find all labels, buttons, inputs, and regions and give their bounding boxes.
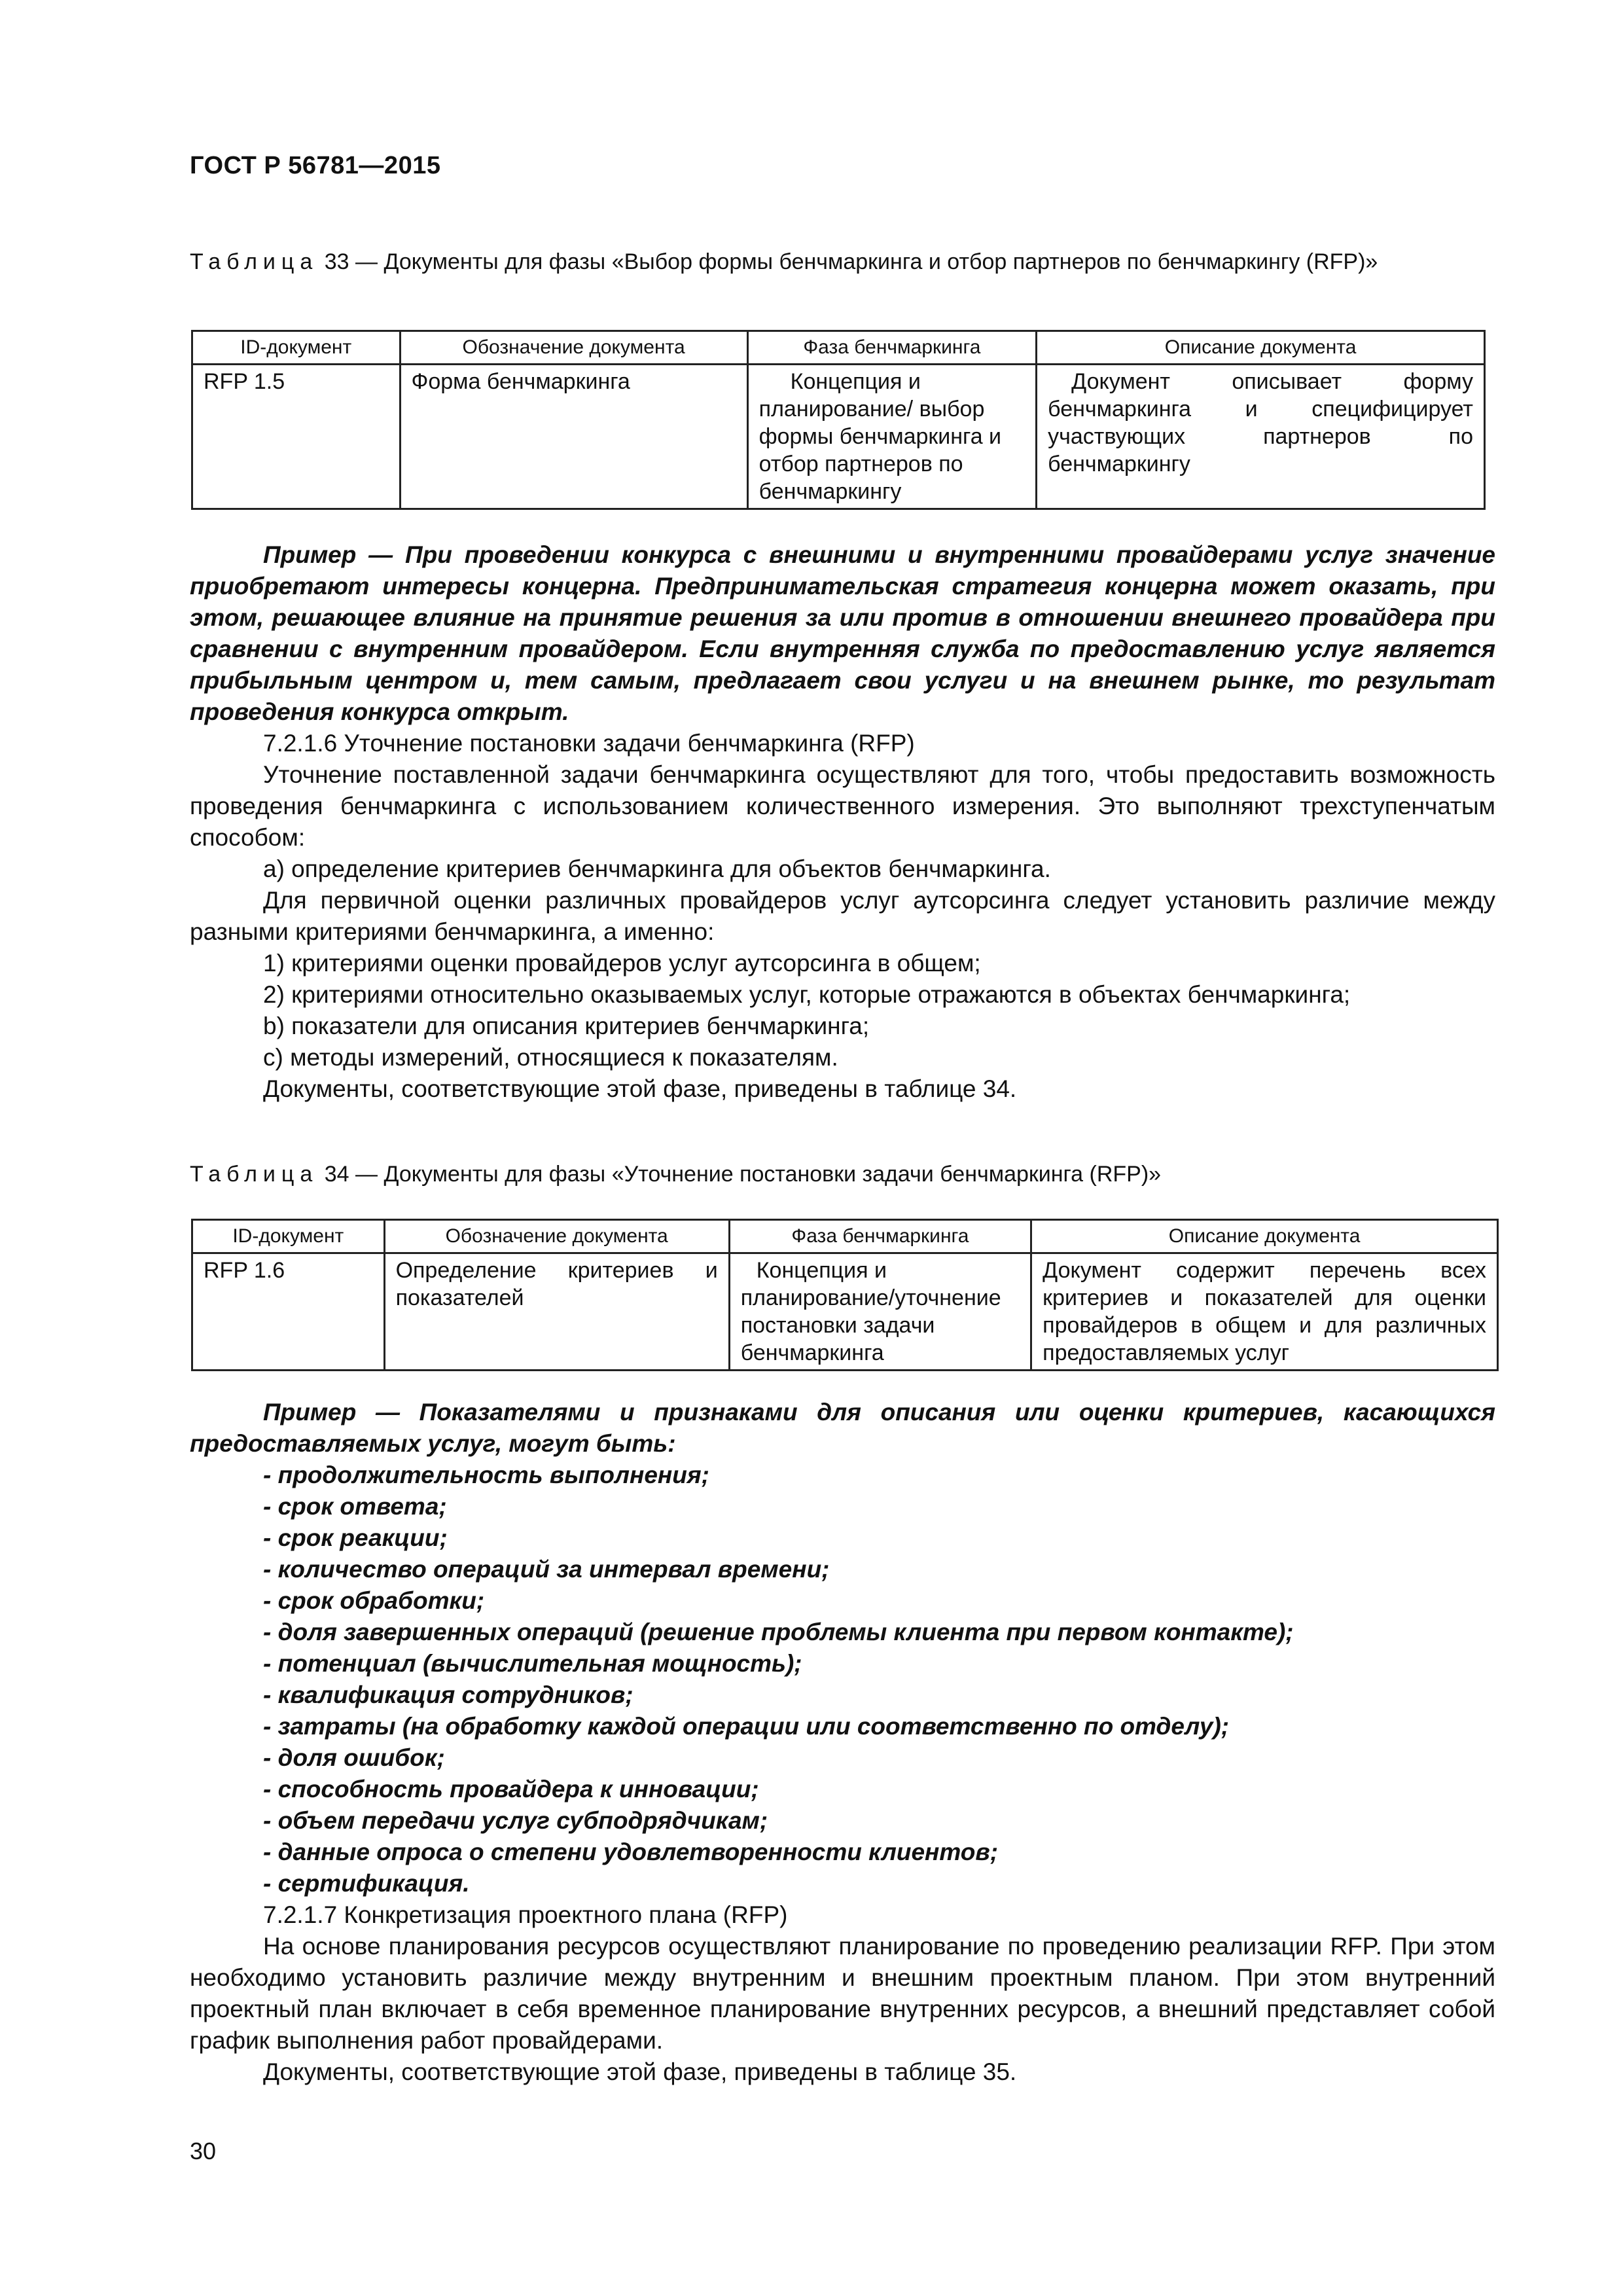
list-item: - продолжительность выполнения; (263, 1462, 709, 1488)
table-33-col-description: Описание документа (1037, 331, 1485, 365)
section-7216-para-2: Для первичной оценки различных провайдеров услуг аутсорсинга следует установить различие между разными критериями бенчмаркинга, а именно: (190, 887, 1495, 945)
table-34-col-name: Обозначение документа (384, 1220, 729, 1253)
section-7216-para-1: Уточнение поставленной задачи бенчмаркинга осуществляют для того, чтобы предоставить возможность проведения бенчмаркинга с использованием количественного измерения. Это выполняют трехступенчатым способом: (190, 761, 1495, 851)
list-item: - затраты (на обработку каждой операции или соответственно по отделу); (263, 1713, 1230, 1740)
section-7216-item-b: b) показатели для описания критериев бенчмаркинга; (263, 1013, 870, 1039)
table-33-col-phase: Фаза бенчмаркинга (747, 331, 1036, 365)
list-item: - способность провайдера к инновации; (263, 1776, 759, 1803)
table-34-cell-phase: Концепция и планирование/уточнение постановки задачи бенчмаркинга (729, 1253, 1031, 1371)
table-34-caption-word: Таблица (190, 1162, 319, 1187)
table-34 (191, 1219, 1499, 1371)
body-text-block-2 (190, 1397, 1495, 2088)
list-item: - данные опроса о степени удовлетворенности клиентов; (263, 1839, 999, 1865)
table-34-cell-description: Документ содержит перечень всех критериев и показателей для оценки провайдеров в общем и для различных предоставляемых услуг (1031, 1253, 1498, 1371)
table-33-cell-phase: Концепция и планирование/ выбор формы бенчмаркинга и отбор партнеров по бенчмаркингу (747, 365, 1036, 509)
section-7216-para-3: Документы, соответствующие этой фазе, приведены в таблице 34. (263, 1075, 1017, 1102)
list-item: - сертификация. (263, 1870, 470, 1897)
section-7217-para-2: Документы, соответствующие этой фазе, приведены в таблице 35. (263, 2058, 1017, 2085)
list-item: - срок обработки; (263, 1587, 485, 1614)
list-item: - потенциал (вычислительная мощность); (263, 1650, 802, 1677)
example-2-intro: Пример — Показателями и признаками для описания или оценки критериев, касающихся предоставляемых услуг, могут быть: (190, 1399, 1495, 1457)
section-7217-heading: 7.2.1.7 Конкретизация проектного плана (RFP) (263, 1901, 788, 1928)
list-item: - количество операций за интервал времени; (263, 1556, 830, 1583)
table-34-caption (190, 1160, 1495, 1189)
table-33-cell-id: RFP 1.5 (192, 365, 401, 509)
table-34-col-id: ID-документ (192, 1220, 385, 1253)
table-34-cell-name: Определение критериев и показателей (384, 1253, 729, 1371)
table-33 (191, 330, 1486, 510)
list-item: - доля завершенных операций (решение проблемы клиента при первом контакте); (263, 1619, 1294, 1645)
table-33-caption (190, 247, 1495, 276)
table-33-caption-text: 33 — Документы для фазы «Выбор формы бенчмаркинга и отбор партнеров по бенчмаркингу (RFP)» (318, 249, 1378, 274)
example-2-list (190, 1460, 1495, 1899)
list-item: - объем передачи услуг субподрядчикам; (263, 1807, 768, 1834)
section-7216-item-2: 2) критериями относительно оказываемых услуг, которые отражаются в объектах бенчмаркинга; (263, 981, 1351, 1008)
section-7216-item-c: с) методы измерений, относящиеся к показателям. (263, 1044, 838, 1071)
table-row (192, 1253, 1498, 1371)
body-text-block-1 (190, 539, 1495, 1105)
table-34-col-phase: Фаза бенчмаркинга (729, 1220, 1031, 1253)
list-item: - квалификация сотрудников; (263, 1681, 633, 1708)
table-row (192, 365, 1485, 509)
list-item: - доля ошибок; (263, 1744, 445, 1771)
table-33-cell-description: Документ описывает форму бенчмаркинга и специфицирует участвующих партнеров по бенчмаркингу (1037, 365, 1485, 509)
list-item: - срок ответа; (263, 1493, 447, 1520)
section-7216-item-a: а) определение критериев бенчмаркинга для объектов бенчмаркинга. (263, 855, 1051, 882)
table-34-caption-text: 34 — Документы для фазы «Уточнение постановки задачи бенчмаркинга (RFP)» (318, 1162, 1162, 1187)
table-33-cell-name: Форма бенчмаркинга (400, 365, 747, 509)
table-33-caption-word: Таблица (190, 249, 319, 274)
section-7217-para-1: На основе планирования ресурсов осуществляют планирование по проведению реализации RFP. При этом необходимо установить различие между внутренним и внешним проектным планом. При этом внутренний проектный план включает в себя временное планирование внутренних ресурсов, а внешний представляет собой график выполнения работ провайдерами. (190, 1933, 1495, 2054)
section-7216-item-1: 1) критериями оценки провайдеров услуг аутсорсинга в общем; (263, 950, 981, 977)
table-33-col-name: Обозначение документа (400, 331, 747, 365)
example-1: Пример — При проведении конкурса с внешними и внутренними провайдерами услуг значение приобретают интересы концерна. Предпринимательская стратегия концерна может оказать, при этом, решающее влияние на принятие решения за или против в отношении внешнего провайдера при сравнении с внутренним провайдером. Если внутренняя служба по предоставлению услуг является прибыльным центром и, тем самым, предлагает свои услуги и на внешнем рынке, то результат проведения конкурса открыт. (190, 541, 1495, 725)
table-33-col-id: ID-документ (192, 331, 401, 365)
table-34-col-description: Описание документа (1031, 1220, 1498, 1253)
table-34-cell-id: RFP 1.6 (192, 1253, 385, 1371)
list-item: - срок реакции; (263, 1524, 448, 1551)
page-number: 30 (190, 2138, 217, 2164)
page-header: ГОСТ Р 56781—2015 (190, 152, 441, 179)
section-7216-heading: 7.2.1.6 Уточнение постановки задачи бенчмаркинга (RFP) (263, 730, 915, 757)
